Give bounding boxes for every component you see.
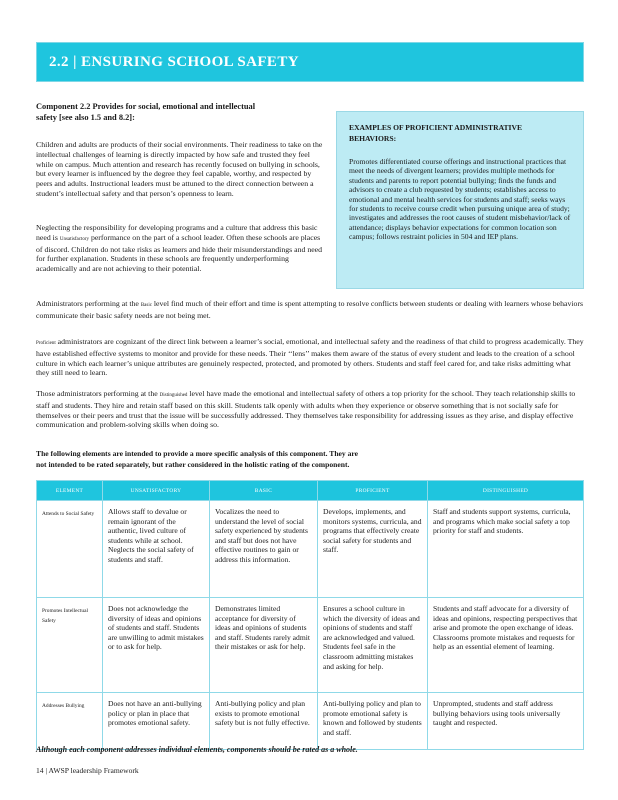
component-heading: Component 2.2 Provides for social, emotional and intellectual safety [see also 1.5 and 8.2]: (36, 102, 256, 122)
proficient-text: administrators are cognizant of the direct link between a learner’s social, emotional, and intellectual safety and the readiness of that child to progress academically. They have established effective systems to monitor and provide for these needs. Their ‘‘lens’’ makes them aware of the status of every student and leads to the creation of a school culture in which each learner’s unique attributes are genuinely respected, protected, and promoted by others. Students and staff feel cared for, and take risks admitting what they still need to learn. (36, 337, 584, 378)
table-row (37, 693, 584, 750)
unsatisfactory-tag: Unsatisfactory (59, 236, 89, 242)
header-basic: BASIC (210, 481, 318, 501)
header-element: ELEMENT (37, 481, 103, 501)
proficient-examples-title: EXAMPLES OF PROFICIENT ADMINISTRATIVE BEHAVIORS: (349, 123, 523, 143)
section-title: 2.2 | ENSURING SCHOOL SAFETY (49, 54, 299, 70)
proficient-cell: Ensures a school culture in which the diversity of ideas and opinions of students and staff are acknowledged and valued. Students feel safe in the classroom admitting mistakes and asking for help. (318, 598, 428, 693)
proficient-cell: Anti-bullying policy and plan to promote emotional safety is known and followed by students and staff. (318, 693, 428, 750)
distinguished-tag: Distinguished (159, 393, 188, 398)
proficient-examples-box (336, 111, 584, 289)
distinguished-level-paragraph (36, 389, 584, 430)
basic-tag: Basic (140, 303, 152, 308)
distinguished-cell: Students and staff advocate for a diversity of ideas and opinions, respecting perspectives that arise and promote the open exchange of ideas. Classrooms promote mistakes and requests for help as an essential element of learning. (428, 598, 584, 693)
proficient-level-paragraph (36, 337, 584, 378)
rubric-header-row (37, 481, 584, 501)
distinguished-cell: Staff and students support systems, curricula, and programs which make social safety a top priority for staff and students. (428, 501, 584, 598)
intro-paragraph-2-text-a: Neglecting the responsibility for developing programs and a culture that address this basic need is (36, 223, 318, 242)
header-distinguished: DISTINGUISHED (428, 481, 584, 501)
header-unsatisfactory: UNSATISFACTORY (103, 481, 210, 501)
element-name: Attends to Social Safety (37, 501, 103, 598)
unsatisfactory-cell: Allows staff to devalue or remain ignorant of the authentic, lived culture of students while at school. Neglects the social safety of students and staff. (103, 501, 210, 598)
proficient-cell: Develops, implements, and monitors systems, curricula, and programs that effectively create social safety for students and staff. (318, 501, 428, 598)
header-proficient: PROFICIENT (318, 481, 428, 501)
element-name: Promotes Intellectual Safety (37, 598, 103, 693)
distinguished-text-b: level have made the emotional and intellectual safety of others a top priority for the school. They teach relationship skills to staff and students. They hire and retain staff based on this skill. Students talk openly with adults when they experience or observe something that is not socially safe for themselves or their peers and trust that the issue will be successfully addressed. They themselves take responsibility for addressing issues as they arise, and display effective communication and problem-solving skills when doing so. (36, 389, 576, 430)
rating-footnote: Although each component addresses individual elements, components should be rated as a whole. (36, 745, 358, 754)
unsatisfactory-cell: Does not acknowledge the diversity of ideas and opinions of students and staff. Students are unwilling to admit mistakes or to ask for help. (103, 598, 210, 693)
intro-paragraph-2-text-b: performance on the part of a school leader. Often these schools are places of discord. Children do not take risks as learners and hide their misunderstandings and need for further explanation. Students in these schools are frequently underperforming academically and are not achieving to their potential. (36, 232, 323, 274)
basic-text-a: Administrators performing at the (36, 299, 141, 308)
intro-paragraph-2 (36, 223, 326, 274)
distinguished-cell: Unprompted, students and staff address bullying behaviors using tools universally taught and respected. (428, 693, 584, 750)
proficient-tag: Proficient (36, 341, 56, 346)
table-row (37, 501, 584, 598)
basic-cell: Anti-bullying policy and plan exists to promote emotional safety but is not fully effective. (210, 693, 318, 750)
page-footer: 14 | AWSP leadership Framework (36, 766, 139, 775)
proficient-examples-text: Promotes differentiated course offerings and instructional practices that meet the needs of divergent learners; provides multiple methods for students and parents to report potential bullying; finds the funds and advisors to create a club requested by students; establishes access to emotional and mental health services for students and staff; seeks ways for students to receive course credit when pursuing unique area of study; investigates and addresses the root causes of student misbehavior/lack of attendance; displays behavior expectations for common location son campus; follows restraint policies in 504 and IEP plans. (349, 157, 571, 242)
element-name: Addresses Bullying (37, 693, 103, 750)
unsatisfactory-cell: Does not have an anti-bullying policy or plan in place that promotes emotional safety. (103, 693, 210, 750)
basic-text-b: level find much of their effort and time is spent attempting to resolve conflicts between students or dealing with learners whose behaviors communicate their basic safety needs are not being met. (36, 299, 584, 320)
rubric-table (36, 480, 584, 750)
elements-note: The following elements are intended to provide a more specific analysis of this component. They are not intended to be rated separately, but rather considered in the holistic rating of the component. (36, 449, 359, 469)
section-banner (36, 42, 584, 82)
distinguished-text-a: Those administrators performing at the (36, 389, 160, 398)
basic-level-paragraph (36, 299, 584, 321)
basic-cell: Vocalizes the need to understand the level of social safety experienced by students and staff but does not have effective routines to gain or address this information. (210, 501, 318, 598)
table-row (37, 598, 584, 693)
intro-paragraph-1: Children and adults are products of their social environments. Their readiness to take on the intellectual challenges of learning is directly impacted by how safe and trusted they feel while on campus. Much attention and research has recently focused on bullying in schools, but every learner is influenced by the degree they feel capable, worthy, and respected by peers and adults. Instructional leaders must be attuned to the direct connection between a student’s intellectual safety and that person’s openness to learn. (36, 140, 323, 198)
basic-cell: Demonstrates limited acceptance for diversity of ideas and opinions of students and staff. Students rarely admit their mistakes or ask for help. (210, 598, 318, 693)
